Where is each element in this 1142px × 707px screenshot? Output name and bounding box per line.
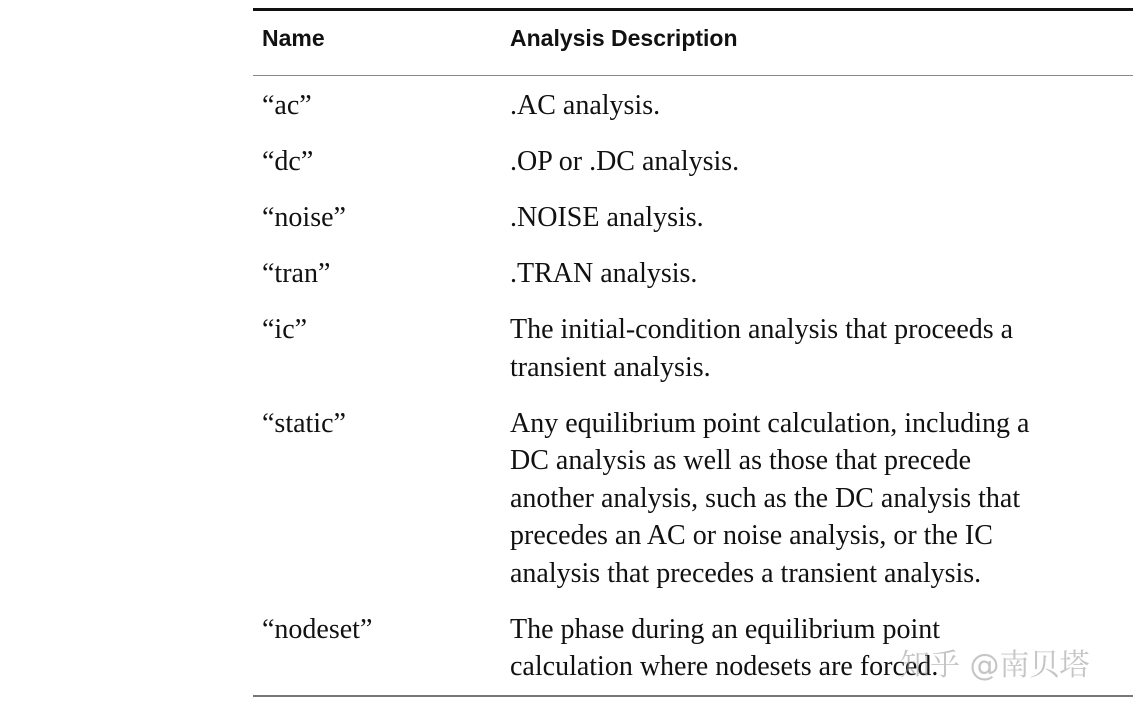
description-line: .OP or .DC analysis. (510, 146, 740, 177)
analysis-table (253, 8, 1133, 697)
description-line: Any equilibrium point calculation, including a (510, 407, 1030, 439)
row-name: “dc” (262, 146, 314, 177)
description-line: transient analysis. (510, 351, 711, 383)
header-description: Analysis Description (510, 25, 738, 51)
row-description (510, 87, 660, 125)
table-row (253, 134, 1133, 190)
row-description (510, 611, 940, 686)
row-description (510, 143, 739, 181)
description-line: .AC analysis. (510, 90, 661, 121)
row-description (510, 405, 1029, 593)
row-name: “nodeset” (262, 613, 373, 645)
description-line: The phase during an equilibrium point (510, 613, 941, 645)
row-description (510, 311, 1013, 386)
table-body (253, 78, 1133, 695)
description-line: calculation where nodesets are forced. (510, 651, 939, 682)
row-description (510, 199, 704, 237)
row-name: “tran” (262, 258, 331, 289)
table-row (253, 302, 1133, 396)
row-name: “noise” (262, 202, 346, 233)
watermark: 知乎 @南贝塔 (900, 648, 1090, 683)
table-row (253, 246, 1133, 302)
description-line: .NOISE analysis. (510, 202, 704, 233)
description-line: another analysis, such as the DC analysis that (510, 482, 1021, 514)
description-line: precedes an AC or noise analysis, or the IC (510, 520, 993, 551)
table-row (253, 78, 1133, 134)
table-row (253, 396, 1133, 602)
description-line: DC analysis as well as those that precede (510, 445, 972, 476)
row-name: “ac” (262, 90, 312, 121)
row-name: “ic” (262, 314, 308, 345)
row-description (510, 255, 697, 293)
description-line: The initial-condition analysis that proceeds a (510, 314, 1014, 345)
table-row (253, 190, 1133, 246)
header-name: Name (262, 25, 325, 51)
table-header (253, 11, 1133, 76)
description-line: .TRAN analysis. (510, 258, 698, 289)
description-line: analysis that precedes a transient analysis. (510, 557, 982, 589)
row-name: “static” (262, 407, 346, 439)
